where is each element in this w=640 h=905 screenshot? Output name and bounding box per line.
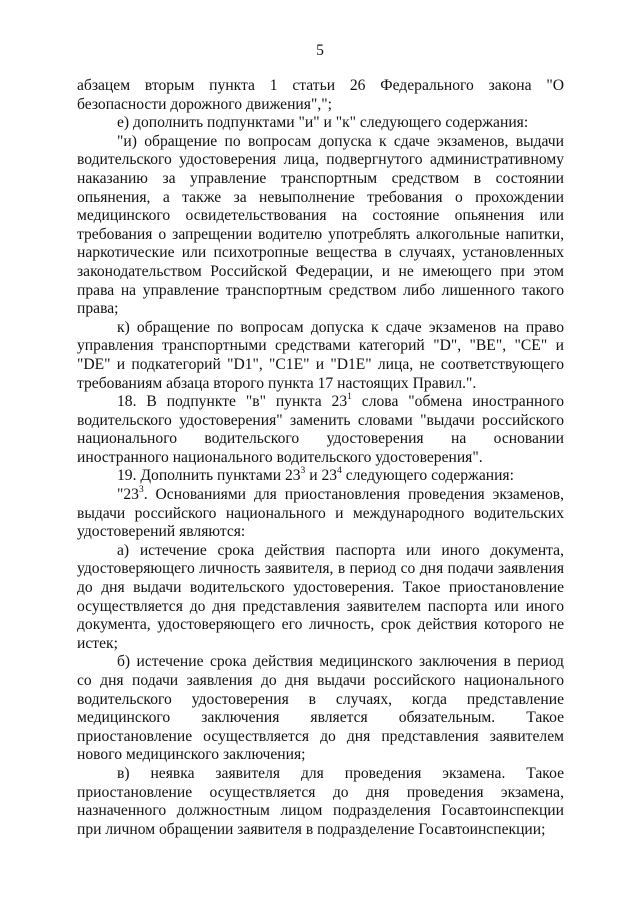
paragraph-continuation: абзацем вторым пункта 1 статьи 26 Федерального закона "О безопасности дорожного движения","; xyxy=(77,77,564,113)
paragraph-subitem-v: в) неявка заявителя для проведения экзамена. Такое приостановление осуществляется до дня проведения экзамена, назначенного должностным лицом подразделения Госавтоинспекции при личном обращении заявителя в подразделение Госавтоинспекции; xyxy=(77,764,564,838)
paragraph-subitem-i: "и) обращение по вопросам допуска к сдаче экзаменов, выдачи водительского удостоверения лица, подвергнутого административному наказанию за управление транспортным средством в состоянии опьянения, а также за невыполнение требования о прохождении медицинского освидетельствования на состояние опьянения или требования о запрещении водителю употреблять алкогольные напитки, наркотические или психотропные вещества в случаях, установленных законодательством Российской Федерации, и не имеющего при этом права на управление транспортным средством либо лишенного такого права; xyxy=(77,132,564,318)
item-19-superscript-2: 4 xyxy=(337,466,342,477)
clause-23-3-text-a: "23 xyxy=(117,486,139,504)
paragraph-item-18 xyxy=(77,393,564,467)
document-body xyxy=(77,77,564,839)
page-number: 5 xyxy=(316,42,324,59)
clause-23-3-superscript: 3 xyxy=(138,484,144,495)
item-19-superscript-1: 3 xyxy=(300,466,306,477)
paragraph-item-19 xyxy=(77,467,564,486)
paragraph-subitem-a: а) истечение срока действия паспорта или иного документа, удостоверяющего личность заявителя, в период со дня подачи заявления до дня выдачи водительского удостоверения. Такое приостановление осуществляется до дня представления заявителем паспорта или иного документа, удостоверяющего его личность, срок действия которого не истек; xyxy=(77,541,564,652)
paragraph-clause-23-3 xyxy=(77,486,564,542)
item-19-text-b: и 23 xyxy=(305,467,338,485)
paragraph-subitem-k: к) обращение по вопросам допуска к сдаче экзаменов на право управления транспортными средствами категорий "D", "BE", "CE" и "DE" и подкатегорий "D1", "C1E" и "D1E" лица, не соответствующего требованиям абзаца второго пункта 17 настоящих Правил.". xyxy=(77,318,564,392)
item-19-text-a: 19. Дополнить пунктами 23 xyxy=(117,467,301,485)
clause-23-3-text-b: . Основаниями для приостановления проведения экзаменов, выдачи российского национального и международного водительских удостоверений являются: xyxy=(77,486,564,541)
item-18-superscript: 1 xyxy=(347,391,352,402)
item-19-text-c: следующего содержания: xyxy=(341,467,514,485)
paragraph-item-e: е) дополнить подпунктами "и" и "к" следующего содержания: xyxy=(117,114,529,132)
paragraph-subitem-b: б) истечение срока действия медицинского заключения в период со дня подачи заявления до дня выдачи российского национального водительского удостоверения в случаях, когда представление медицинского заключения является обязательным. Такое приостановление осуществляется до дня представления заявителем нового медицинского заключения; xyxy=(77,653,564,764)
item-18-text-a: 18. В подпункте "в" пункта 23 xyxy=(117,393,348,411)
item-18-text-b: слова "обмена иностранного водительского удостоверения" заменить словами "выдачи российского национального водительского удостоверения на основании иностранного национального водительского удостоверения". xyxy=(77,393,565,466)
